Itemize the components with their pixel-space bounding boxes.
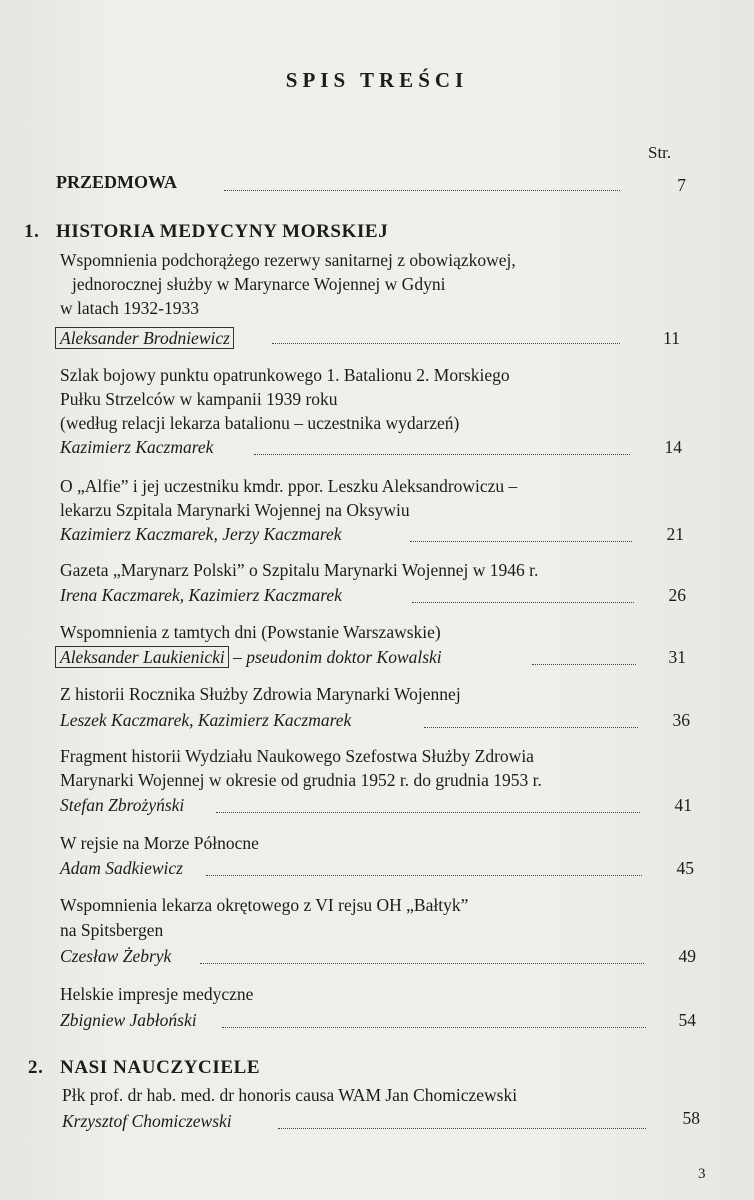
dot-leader (200, 963, 644, 964)
page-number: 7 (677, 175, 686, 195)
author-name: Aleksander Laukienicki (55, 646, 229, 668)
author-name: Krzysztof Chomiczewski (62, 1111, 232, 1131)
author-name: Zbigniew Jabłoński (60, 1010, 197, 1030)
page-column-label: Str. (648, 143, 672, 162)
dot-leader (254, 454, 630, 455)
entry-title-line: Szlak bojowy punktu opatrunkowego 1. Batalionu 2. Morskiego (60, 365, 510, 385)
entry-author (60, 1010, 197, 1031)
entry-title-line: O „Alfie” i jej uczestniku kmdr. ppor. Leszku Aleksandrowiczu – (60, 476, 518, 496)
dot-leader (206, 875, 642, 876)
entry-author (60, 328, 234, 349)
page-number: 58 (682, 1108, 700, 1128)
preface-entry (56, 172, 686, 198)
entry-title-line: Pułku Strzelców w kampanii 1939 roku (60, 389, 338, 409)
entry-title-line: jednorocznej służby w Marynarce Wojennej w Gdyni (72, 274, 446, 294)
page-number: 14 (664, 437, 682, 457)
dot-leader (278, 1128, 646, 1129)
section-heading-1 (24, 221, 388, 243)
entry-author (60, 858, 183, 879)
section-number: 2. (28, 1057, 44, 1078)
entry-title-line: Z historii Rocznika Służby Zdrowia Marynarki Wojennej (60, 684, 461, 704)
entry-title-line: Wspomnienia podchorążego rezerwy sanitarnej z obowiązkowej, (60, 250, 516, 270)
entry-title-line: Płk prof. dr hab. med. dr honoris causa WAM Jan Chomiczewski (62, 1085, 518, 1105)
entry-title-line: Marynarki Wojennej w okresie od grudnia 1952 r. do grudnia 1953 r. (60, 770, 542, 790)
author-note: – pseudonim doktor Kowalski (228, 647, 442, 667)
dot-leader (424, 727, 638, 728)
entry-author (62, 1111, 232, 1132)
page-number: 11 (663, 328, 680, 348)
dot-leader (412, 602, 634, 603)
dot-leader (410, 541, 632, 542)
page-title: SPIS TREŚCI (285, 68, 469, 92)
author-name: Irena Kaczmarek, Kazimierz Kaczmarek (60, 585, 342, 605)
entry-title-line: W rejsie na Morze Północne (60, 833, 259, 853)
entry-title-line: Helskie impresje medyczne (60, 984, 254, 1004)
entry-title-line: (według relacji lekarza batalionu – uczestnika wydarzeń) (60, 413, 460, 433)
dot-leader (222, 1027, 646, 1028)
entry-title-line: Gazeta „Marynarz Polski” o Szpitalu Marynarki Wojennej w 1946 r. (60, 560, 539, 580)
section-title: HISTORIA MEDYCYNY MORSKIEJ (56, 221, 389, 242)
entry-author (60, 585, 342, 606)
entry-author (60, 647, 442, 668)
author-name: Aleksander Brodniewicz (55, 327, 234, 349)
page-number: 26 (668, 585, 686, 605)
entry-author (60, 710, 351, 731)
dot-leader (532, 664, 636, 665)
section-title: NASI NAUCZYCIELE (60, 1057, 261, 1078)
page-number: 49 (678, 946, 696, 966)
entry-title-line: Wspomnienia lekarza okrętowego z VI rejsu OH „Bałtyk” (60, 895, 469, 915)
page-number: 41 (674, 795, 692, 815)
page-number: 31 (668, 647, 686, 667)
dot-leader (272, 343, 620, 344)
author-name: Adam Sadkiewicz (60, 858, 183, 878)
author-name: Kazimierz Kaczmarek, Jerzy Kaczmarek (60, 524, 342, 544)
entry-author (60, 795, 184, 816)
dot-leader (216, 812, 640, 813)
entry-author (60, 437, 213, 458)
preface-label: PRZEDMOWA (56, 172, 177, 192)
folio-page-number: 3 (698, 1166, 706, 1182)
section-number: 1. (24, 221, 40, 242)
page-number: 36 (672, 710, 690, 730)
entry-author (60, 524, 342, 545)
author-name: Kazimierz Kaczmarek (60, 437, 214, 457)
entry-title-line: w latach 1932-1933 (60, 298, 199, 318)
author-name: Czesław Żebryk (60, 946, 172, 966)
entry-title-line: na Spitsbergen (60, 920, 164, 940)
page-number: 45 (676, 858, 694, 878)
entry-title-line: Fragment historii Wydziału Naukowego Szefostwa Służby Zdrowia (60, 746, 534, 766)
entry-title-line: lekarzu Szpitala Marynarki Wojennej na Oksywiu (60, 500, 410, 520)
author-name: Leszek Kaczmarek, Kazimierz Kaczmarek (60, 710, 352, 730)
entry-title-line: Wspomnienia z tamtych dni (Powstanie Warszawskie) (60, 622, 441, 642)
entry-author (60, 946, 171, 967)
author-name: Stefan Zbrożyński (60, 795, 185, 815)
section-heading-2 (28, 1057, 260, 1079)
page-number: 21 (666, 524, 684, 544)
page-number: 54 (678, 1010, 696, 1030)
dot-leader (224, 190, 620, 191)
